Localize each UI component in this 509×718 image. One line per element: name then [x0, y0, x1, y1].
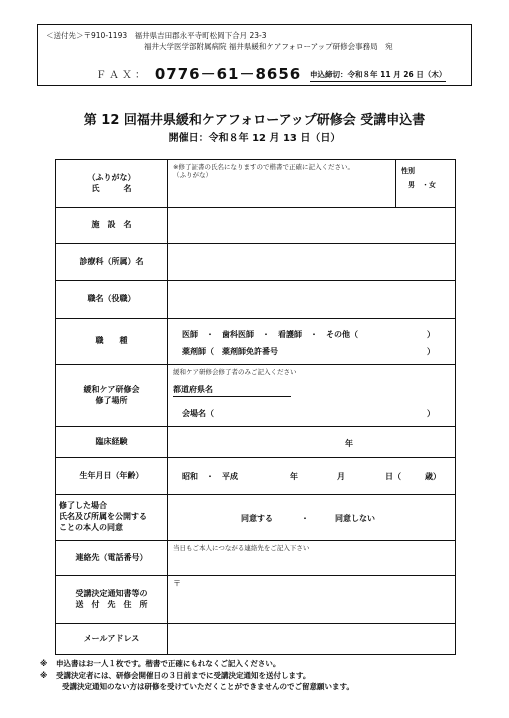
completion-place-row: [56, 365, 455, 427]
birth-date-label-text: 生年月日（年齢）: [79, 470, 144, 480]
birth-date-input-cell[interactable]: [168, 458, 455, 494]
name-row: [56, 160, 455, 208]
postal-mark: 〒: [173, 579, 181, 588]
completion-place-label: [56, 365, 168, 426]
email-label-text: メールアドレス: [83, 633, 140, 643]
facility-label: [56, 208, 168, 243]
footnote-1: [40, 658, 354, 670]
occupation-label-text: 職 種: [95, 336, 128, 346]
gender-cell[interactable]: [395, 160, 455, 207]
fax-number: 0776－61－8656: [154, 65, 302, 83]
footnote-mark-2: ※: [40, 670, 48, 680]
footnote-mark-1: ※: [40, 659, 48, 668]
send-to-address-line2: 福井大学医学部附属病院 福井県緩和ケアフォローアップ研修会事務局 宛: [144, 42, 393, 51]
email-row: [56, 624, 455, 654]
address-label-line2: 送 付 先 住 所: [75, 599, 148, 609]
completion-place-input-cell[interactable]: [168, 365, 455, 426]
event-date: 開催日：令和８年 12 月 13 日（日）: [168, 133, 341, 144]
contact-label: [56, 541, 168, 575]
name-note: ※修了証書の氏名になりますので楷書で正確に記入ください。: [173, 163, 354, 171]
address-input-cell[interactable]: [168, 576, 455, 623]
birth-date-row: [56, 458, 455, 495]
form-title: 第 12 回福井県緩和ケアフォローアップ研修会 受講申込書: [83, 113, 426, 128]
venue-name-close: ）: [427, 409, 435, 418]
birth-day-unit: 日（: [385, 472, 401, 481]
consent-agree-option[interactable]: 同意する: [241, 514, 273, 523]
consent-label-line2: 氏名及び所属を公開する: [59, 512, 147, 522]
occupation-label: [56, 319, 168, 364]
consent-label-line1: 修了した場合: [59, 501, 107, 511]
address-row: [56, 576, 455, 624]
contact-label-text: 連絡先（電話番号）: [75, 552, 148, 562]
application-form-table: [55, 159, 456, 655]
completion-label-line2: 修了場所: [95, 395, 128, 405]
clinical-experience-input-cell[interactable]: [168, 427, 455, 457]
consent-separator: ・: [301, 514, 309, 523]
address-label: [56, 576, 168, 623]
gender-label: 性別: [401, 167, 415, 175]
position-label-text: 職名（役職）: [87, 294, 136, 304]
email-input-cell[interactable]: [168, 624, 455, 654]
consent-input-cell[interactable]: [168, 495, 455, 540]
fax-row: [96, 63, 301, 84]
footnote-2: [40, 670, 354, 682]
birth-month-unit: 月: [337, 472, 345, 481]
footnote-3-text: 受講決定通知のない方は研修を受けていただくことができませんのでご留意願います。: [62, 682, 354, 692]
department-label-text: 診療科（所属）名: [79, 256, 144, 266]
furigana-label: （ふりがな）: [87, 172, 136, 182]
consent-disagree-option[interactable]: 同意しない: [335, 514, 375, 523]
position-label: [56, 281, 168, 318]
birth-era-options[interactable]: 昭和 ・ 平成: [182, 472, 238, 481]
consent-row: [56, 495, 455, 541]
footnote-3: [40, 681, 354, 693]
gender-options[interactable]: 男 ・女: [408, 181, 436, 189]
position-row: [56, 281, 455, 319]
occupation-input-cell[interactable]: [168, 319, 455, 364]
fax-label: ＦＡＸ：: [96, 70, 148, 81]
age-unit: 歳）: [425, 472, 441, 481]
contact-note: 当日もご本人につながる連絡先をご記入下さい: [173, 544, 310, 552]
consent-label-line3: ことの本人の同意: [59, 522, 123, 532]
venue-name-field[interactable]: 会場名（: [182, 409, 214, 418]
name-input-cell[interactable]: [168, 160, 455, 207]
email-label: [56, 624, 168, 654]
contact-row: [56, 541, 455, 576]
facility-label-text: 施 設 名: [91, 220, 132, 230]
department-row: [56, 244, 455, 281]
address-label-line1: 受講決定通知書等の: [75, 588, 148, 598]
application-deadline: 申込締切：令和８年 11 月 26 日（木）: [310, 69, 446, 82]
completion-label-line1: 緩和ケア研修会: [83, 384, 140, 394]
send-to-box: [37, 24, 472, 86]
clinical-experience-label: [56, 427, 168, 457]
name-label-cell: [56, 160, 168, 207]
occupation-other-close: ）: [427, 330, 435, 339]
consent-label: [56, 495, 168, 540]
facility-input-cell[interactable]: [168, 208, 455, 243]
department-label: [56, 244, 168, 280]
prefecture-field[interactable]: 都道府県名: [173, 384, 291, 397]
facility-row: [56, 208, 455, 244]
experience-years-unit: 年: [345, 439, 353, 448]
occupation-options-line2[interactable]: 薬剤師（ 薬剤師免許番号: [182, 347, 278, 356]
footnote-1-text: 申込書はお一人１枚です。楷書で正確にもれなくご記入ください。: [56, 659, 281, 668]
occupation-row: [56, 319, 455, 365]
position-input-cell[interactable]: [168, 281, 455, 318]
occupation-options-line1[interactable]: 医師 ・ 歯科医師 ・ 看護師 ・ その他（: [182, 330, 358, 339]
completion-note: 緩和ケア研修会修了者のみご記入ください: [173, 368, 297, 376]
footnote-2-text: 受講決定者には、研修会開催日の３日前までに受講決定通知を送付します。: [56, 670, 311, 680]
name-label: 氏 名: [91, 183, 132, 193]
footnotes: [40, 658, 354, 693]
department-input-cell[interactable]: [168, 244, 455, 280]
clinical-experience-row: [56, 427, 455, 458]
send-to-address-line1: ＜送付先＞〒910-1193 福井県吉田郡永平寺町松岡下合月 23-3: [46, 31, 267, 40]
pharmacist-license-close: ）: [427, 347, 435, 356]
contact-input-cell[interactable]: [168, 541, 455, 575]
birth-year-unit: 年: [290, 472, 298, 481]
clinical-experience-label-text: 臨床経験: [95, 436, 128, 446]
birth-date-label: [56, 458, 168, 494]
name-furigana-note: （ふりがな）: [173, 171, 212, 179]
